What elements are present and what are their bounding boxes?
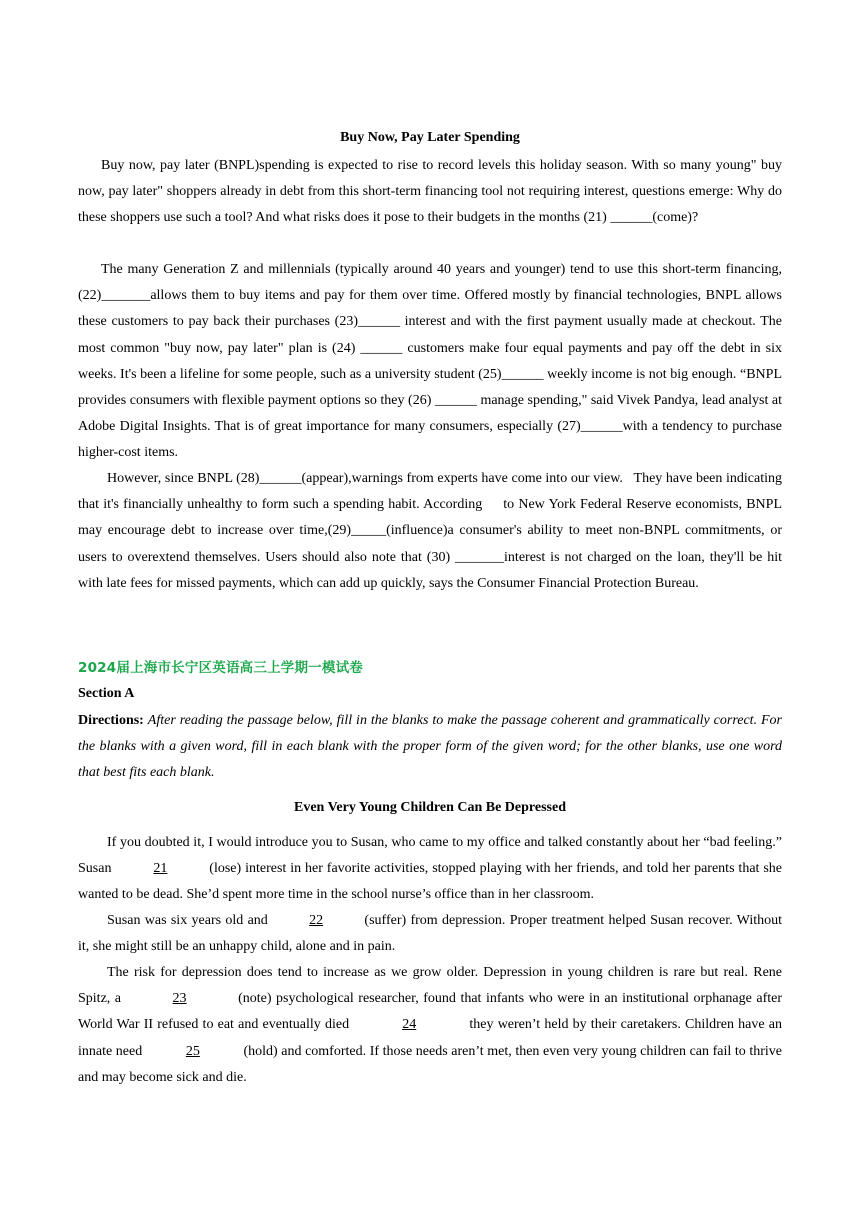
blank-23[interactable]: 23: [172, 991, 187, 1007]
passage2-text: If you doubted it, I would introduce you to Susan, who came to my office and talked constantly about her “bad feeling.” Susan: [78, 835, 782, 877]
passage2-text: (suffer) from depression. Proper treatment helped Susan recover. Without it, she might still be an unhappy child, alone and in pain.: [78, 913, 782, 955]
passage2-paragraph-2: [78, 908, 782, 960]
passage1-paragraph-3: However, since BNPL (28)______(appear),warnings from experts have come into our view. They have been indicating that it's financially unhealthy to form such a spending habit. According to New York Federal Reserve economists, BNPL may encourage debt to increase over time,(29)_____(influence)a consumer's ability to meet non-BNPL commitments, or users to overextend themselves. Users should also note that (30) _______interest is not charged on the loan, they'll be hit with late fees for missed payments, which can add up quickly, says the Consumer Financial Protection Bureau.: [78, 471, 782, 591]
passage2-paragraph-3: [78, 960, 782, 1091]
passage2-text: Susan was six years old and: [107, 913, 273, 928]
section-label: Section A: [78, 686, 135, 701]
blank-22[interactable]: 22: [309, 913, 324, 928]
passage2-paragraph-1: [78, 830, 782, 909]
blank-24[interactable]: 24: [402, 1017, 417, 1033]
blank-25[interactable]: 25: [185, 1043, 200, 1059]
passage2-text: (hold) and comforted. If those needs aren’t met, then even very young children can fail to thrive and may become sick and die.: [78, 1043, 783, 1085]
directions-label: Directions:: [78, 713, 144, 728]
passage1-paragraph-2: The many Generation Z and millennials (typically around 40 years and younger) tend to use this short-term financing, (22)_______allows them to buy items and pay for them over time. Offered mostly by financial technologies, BNPL allows these customers to pay back their purchases (23)______ interest and with the first payment usually made at checkout. The most common "buy now, pay later" plan is (24) ______ customers make four equal payments and pay off the debt in six weeks. It's been a lifeline for some people, such as a university student (25)______ weekly income is not big enough. “BNPL provides consumers with flexible payment options so they (26) ______ manage spending," said Vivek Pandya, lead analyst at Adobe Digital Insights. That is of great importance for many consumers, especially (27)______with a tendency to purchase higher-cost items.: [78, 262, 782, 461]
directions: [78, 708, 782, 787]
passage2-title: Even Very Young Children Can Be Depressed: [293, 800, 566, 815]
passage2-text: (lose) interest in her favorite activities, stopped playing with her friends, and told her parents that she wanted to be dead. She’d spent more time in the school nurse’s office than in her classroom.: [78, 861, 783, 903]
directions-text: After reading the passage below, fill in the blanks to make the passage coherent and grammatically correct. For the blanks with a given word, fill in each blank with the proper form of the given word; for the other blanks, use one word that best fits each blank.: [78, 713, 782, 781]
passage2-text: they weren’t held by their caretakers. Children have an innate need: [78, 1017, 782, 1059]
passage2-text: The risk for depression does tend to increase as we grow older. Depression in young children is rare but real. Rene Spitz, a: [78, 965, 782, 1007]
exam-heading: 2024届上海市长宁区英语高三上学期一模试卷: [78, 660, 363, 676]
passage1-title: Buy Now, Pay Later Spending: [340, 130, 520, 145]
blank-21[interactable]: 21: [153, 861, 168, 877]
passage1-paragraph-1: Buy now, pay later (BNPL)spending is expected to rise to record levels this holiday season. With so many young" buy now, pay later" shoppers already in debt from this short-term financing tool not requiring interest, questions emerge: Why do these shoppers use such a tool? And what risks does it pose to their budgets in the months (21) ______(come)?: [78, 158, 782, 226]
passage2-text: (note) psychological researcher, found that infants who were in an institutional orphanage after World War II refused to eat and eventually died: [78, 991, 782, 1033]
